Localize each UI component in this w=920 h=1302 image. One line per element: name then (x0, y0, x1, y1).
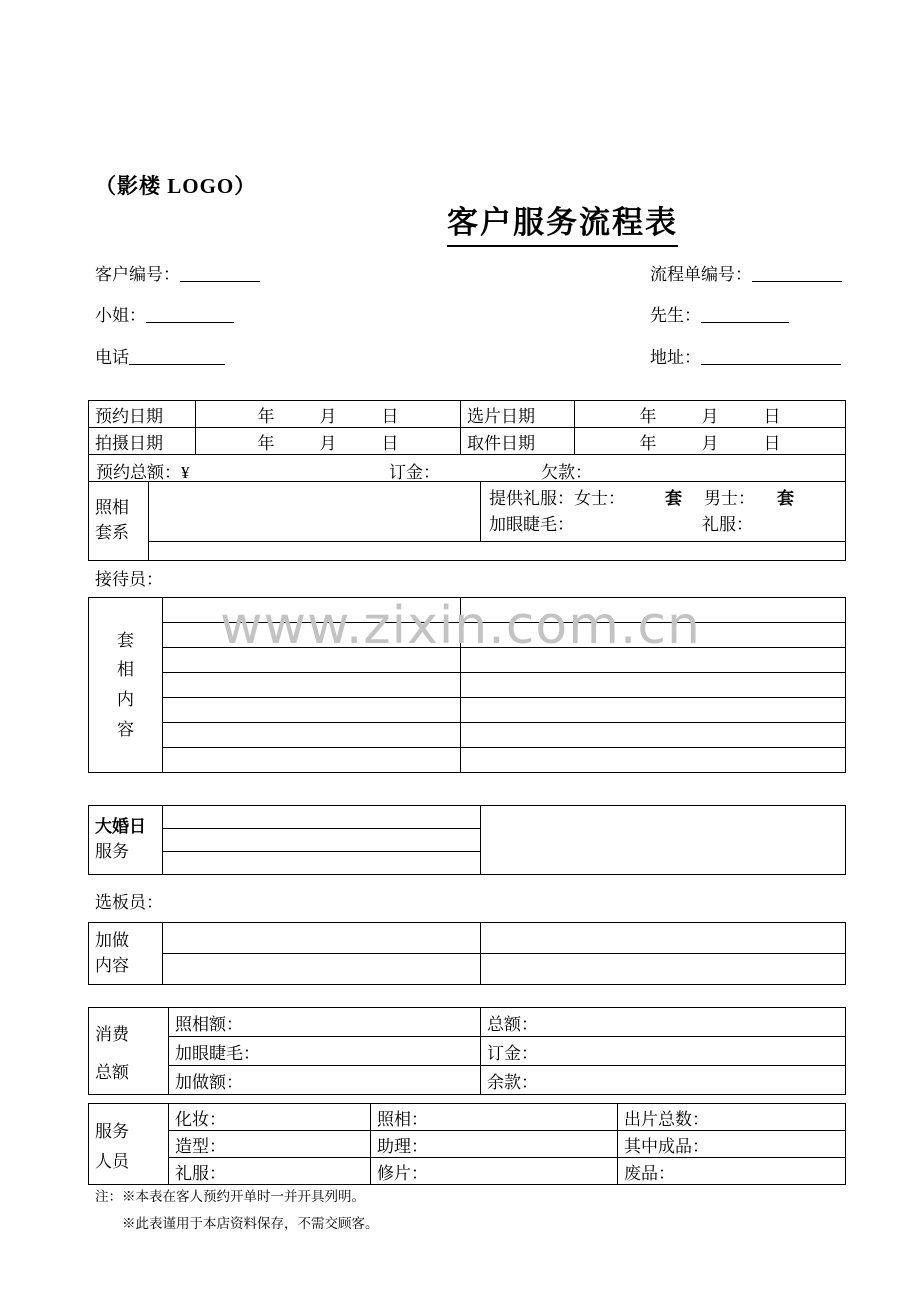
miss-blank (146, 306, 234, 323)
month-label: 月 (319, 433, 337, 453)
customer-no-blank (180, 265, 260, 282)
year-label: 年 (257, 406, 275, 426)
photographer-label: 照相： (371, 1104, 618, 1131)
empty-cell (163, 598, 461, 623)
day-label: 日 (763, 433, 781, 453)
empty-cell (163, 673, 461, 698)
phone-blank (129, 348, 225, 365)
booking-date-cell (196, 401, 461, 428)
customer-no-field (95, 260, 260, 285)
month-label: 月 (701, 406, 719, 426)
eyelash-line (489, 512, 845, 538)
empty-cell (481, 954, 846, 985)
form-title: 客户服务流程表 (447, 197, 678, 247)
select-date-cell (575, 401, 846, 428)
empty-cell (163, 648, 461, 673)
retouch-label: 修片： (371, 1158, 618, 1185)
suit-count-label: 套 (777, 489, 794, 508)
assistant-label: 助理： (371, 1131, 618, 1158)
grand-total-label: 总额： (481, 1008, 846, 1037)
empty-cell (149, 482, 481, 542)
staff-label: 服务 人员 (89, 1104, 169, 1185)
mister-blank (701, 306, 789, 323)
shoot-date-label: 拍摄日期 (89, 428, 196, 455)
suit-count-label: 套 (665, 489, 682, 508)
watermark: www.zixin.com.cn (220, 596, 701, 656)
package-table (88, 481, 846, 561)
note-line1: 注：※本表在客人预约开单时一并开具列明。 (95, 1189, 365, 1204)
day-label: 日 (381, 406, 399, 426)
empty-cell (163, 748, 461, 773)
package-content-label-cell (89, 598, 163, 773)
select-date-label: 选片日期 (461, 401, 575, 428)
empty-cell (163, 698, 461, 723)
month-label: 月 (701, 433, 719, 453)
studio-logo: （影楼 LOGO） (95, 174, 257, 198)
schedule-table (88, 400, 846, 561)
wedding-service-table (88, 805, 846, 875)
empty-cell (461, 723, 846, 748)
package-content-table (88, 597, 846, 773)
staff-table (88, 1103, 846, 1185)
address-label: 地址： (650, 348, 701, 367)
process-no-blank (752, 265, 842, 282)
styling-label: 造型： (169, 1131, 371, 1158)
note-line2: ※此表谨用于本店资料保存，不需交顾客。 (122, 1216, 379, 1231)
male-label: 男士： (704, 489, 755, 508)
dress-label: 礼服： (702, 514, 753, 534)
empty-cell (163, 723, 461, 748)
empty-cell (163, 829, 481, 852)
dress-provide-line (489, 486, 845, 512)
eyelash-label: 加眼睫毛： (489, 514, 574, 534)
totals-cell (89, 455, 846, 482)
phone-field (95, 343, 225, 368)
deposit-label: 订金： (389, 463, 440, 482)
process-no-field (650, 260, 842, 285)
empty-cell (149, 542, 846, 561)
empty-cell (163, 954, 481, 985)
empty-cell (163, 852, 481, 875)
eyelash-amount-label: 加眼睫毛： (169, 1037, 481, 1066)
mister-label: 先生： (650, 306, 701, 325)
empty-cell (163, 806, 481, 829)
waste-label: 废品： (618, 1158, 846, 1185)
finished-label: 其中成品： (618, 1131, 846, 1158)
year-label: 年 (639, 433, 657, 453)
deposit-amount-label: 订金： (481, 1037, 846, 1066)
empty-cell (461, 698, 846, 723)
empty-cell (163, 623, 461, 648)
empty-cell (481, 806, 846, 875)
addon-amount-label: 加做额： (169, 1066, 481, 1095)
wedding-service-label: 大婚日 服务 (89, 806, 163, 875)
year-label: 年 (639, 406, 657, 426)
empty-cell (461, 748, 846, 773)
empty-cell (163, 923, 481, 954)
addon-label: 加做 内容 (89, 923, 163, 985)
miss-field (95, 301, 234, 326)
empty-cell (481, 923, 846, 954)
address-blank (701, 348, 841, 365)
consumption-label: 消费 总额 (89, 1008, 169, 1095)
addon-table (88, 922, 846, 985)
photo-package-label: 照相 套系 (89, 482, 149, 561)
miss-label: 小姐： (95, 306, 146, 325)
remaining-amount-label: 余款： (481, 1066, 846, 1095)
makeup-label: 化妆： (169, 1104, 371, 1131)
empty-cell (461, 623, 846, 648)
mister-field (650, 301, 789, 326)
month-label: 月 (319, 406, 337, 426)
empty-cell (461, 673, 846, 698)
day-label: 日 (381, 433, 399, 453)
process-no-label: 流程单编号： (650, 265, 752, 284)
package-content-label: 套相内容 (117, 630, 134, 739)
empty-cell (461, 598, 846, 623)
totals-table (88, 454, 846, 482)
dress-staff-label: 礼服： (169, 1158, 371, 1185)
booking-total-label: 预约总额：¥ (96, 463, 190, 482)
phone-label: 电话 (95, 348, 129, 367)
year-label: 年 (257, 433, 275, 453)
shoot-date-cell (196, 428, 461, 455)
dress-info-cell (481, 482, 846, 542)
pickup-date-label: 取件日期 (461, 428, 575, 455)
output-total-label: 出片总数： (618, 1104, 846, 1131)
receptionist-label: 接待员： (95, 570, 163, 589)
pickup-date-cell (575, 428, 846, 455)
customer-no-label: 客户编号： (95, 265, 180, 284)
board-selector-label: 选板员： (95, 893, 163, 912)
day-label: 日 (763, 406, 781, 426)
address-field (650, 343, 841, 368)
date-table (88, 400, 846, 455)
empty-cell (461, 648, 846, 673)
consumption-table (88, 1007, 846, 1095)
owed-label: 欠款： (541, 463, 592, 482)
provide-dress-label: 提供礼服：女士： (489, 489, 625, 508)
booking-date-label: 预约日期 (89, 401, 196, 428)
photo-amount-label: 照相额： (169, 1008, 481, 1037)
